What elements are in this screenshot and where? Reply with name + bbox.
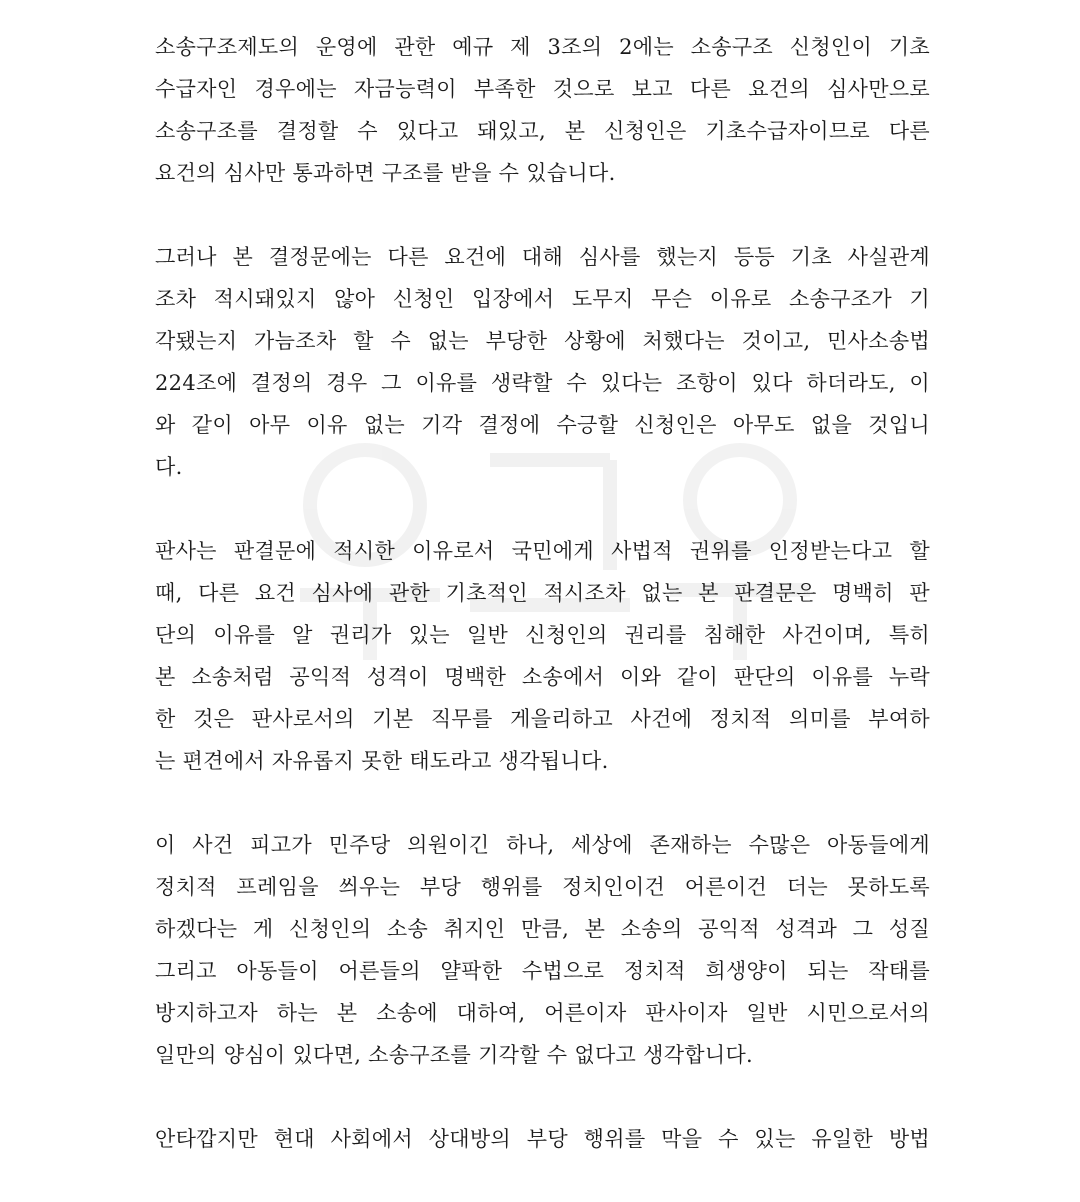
text-line: 이 사건 피고가 민주당 의원이긴 하나, 세상에 존재하는 수많은 아동들에게 [155,833,930,857]
text-line: 소송구조를 결정할 수 있다고 돼있고, 본 신청인은 기초수급자이므로 다른 [155,119,930,143]
paragraph-4 [155,824,930,1076]
text-line: 일만의 양심이 있다면, 소송구조를 기각할 수 없다고 생각합니다. [155,1043,754,1067]
text-line: 요건의 심사만 통과하면 구조를 받을 수 있습니다. [155,161,616,185]
text-line: 한 것은 판사로서의 기본 직무를 게을리하고 사건에 정치적 의미를 부여하 [155,707,930,731]
paragraph-1 [155,26,930,194]
text-line: 방지하고자 하는 본 소송에 대하여, 어른이자 판사이자 일반 시민으로서의 [155,1001,930,1025]
text-line: 다. [155,455,183,479]
text-line: 조차 적시돼있지 않아 신청인 입장에서 도무지 무슨 이유로 소송구조가 기 [155,287,930,311]
text-line: 안타깝지만 현대 사회에서 상대방의 부당 행위를 막을 수 있는 유일한 방법 [155,1127,930,1151]
text-line: 소송구조제도의 운영에 관한 예규 제 3조의 2에는 소송구조 신청인이 기초 [155,35,930,59]
text-line: 224조에 결정의 경우 그 이유를 생략할 수 있다는 조항이 있다 하더라도, 이 [155,371,930,395]
text-line: 하겠다는 게 신청인의 소송 취지인 만큼, 본 소송의 공익적 성격과 그 성질 [155,917,930,941]
text-line: 본 소송처럼 공익적 성격이 명백한 소송에서 이와 같이 판단의 이유를 누락 [155,665,930,689]
text-line: 그러나 본 결정문에는 다른 요건에 대해 심사를 했는지 등등 기초 사실관계 [155,245,930,269]
text-line: 단의 이유를 알 권리가 있는 일반 신청인의 권리를 침해한 사건이며, 특히 [155,623,930,647]
text-line: 정치적 프레임을 씌우는 부당 행위를 정치인이건 어른이건 더는 못하도록 [155,875,930,899]
text-line: 판사는 판결문에 적시한 이유로서 국민에게 사법적 권위를 인정받는다고 할 [155,539,930,563]
paragraph-2 [155,236,930,488]
text-line: 그리고 아동들이 어른들의 얄팍한 수법으로 정치적 희생양이 되는 작태를 [155,959,930,983]
text-line: 수급자인 경우에는 자금능력이 부족한 것으로 보고 다른 요건의 심사만으로 [155,77,930,101]
document-body [155,26,930,1202]
text-line: 때, 다른 요건 심사에 관한 기초적인 적시조차 없는 본 판결문은 명백히 판 [155,581,930,605]
text-line: 와 같이 아무 이유 없는 기각 결정에 수긍할 신청인은 아무도 없을 것입니 [155,413,930,437]
paragraph-5 [155,1118,930,1160]
paragraph-3 [155,530,930,782]
text-line: 는 편견에서 자유롭지 못한 태도라고 생각됩니다. [155,749,609,773]
text-line: 각됐는지 가늠조차 할 수 없는 부당한 상황에 처했다는 것이고, 민사소송법 [155,329,930,353]
